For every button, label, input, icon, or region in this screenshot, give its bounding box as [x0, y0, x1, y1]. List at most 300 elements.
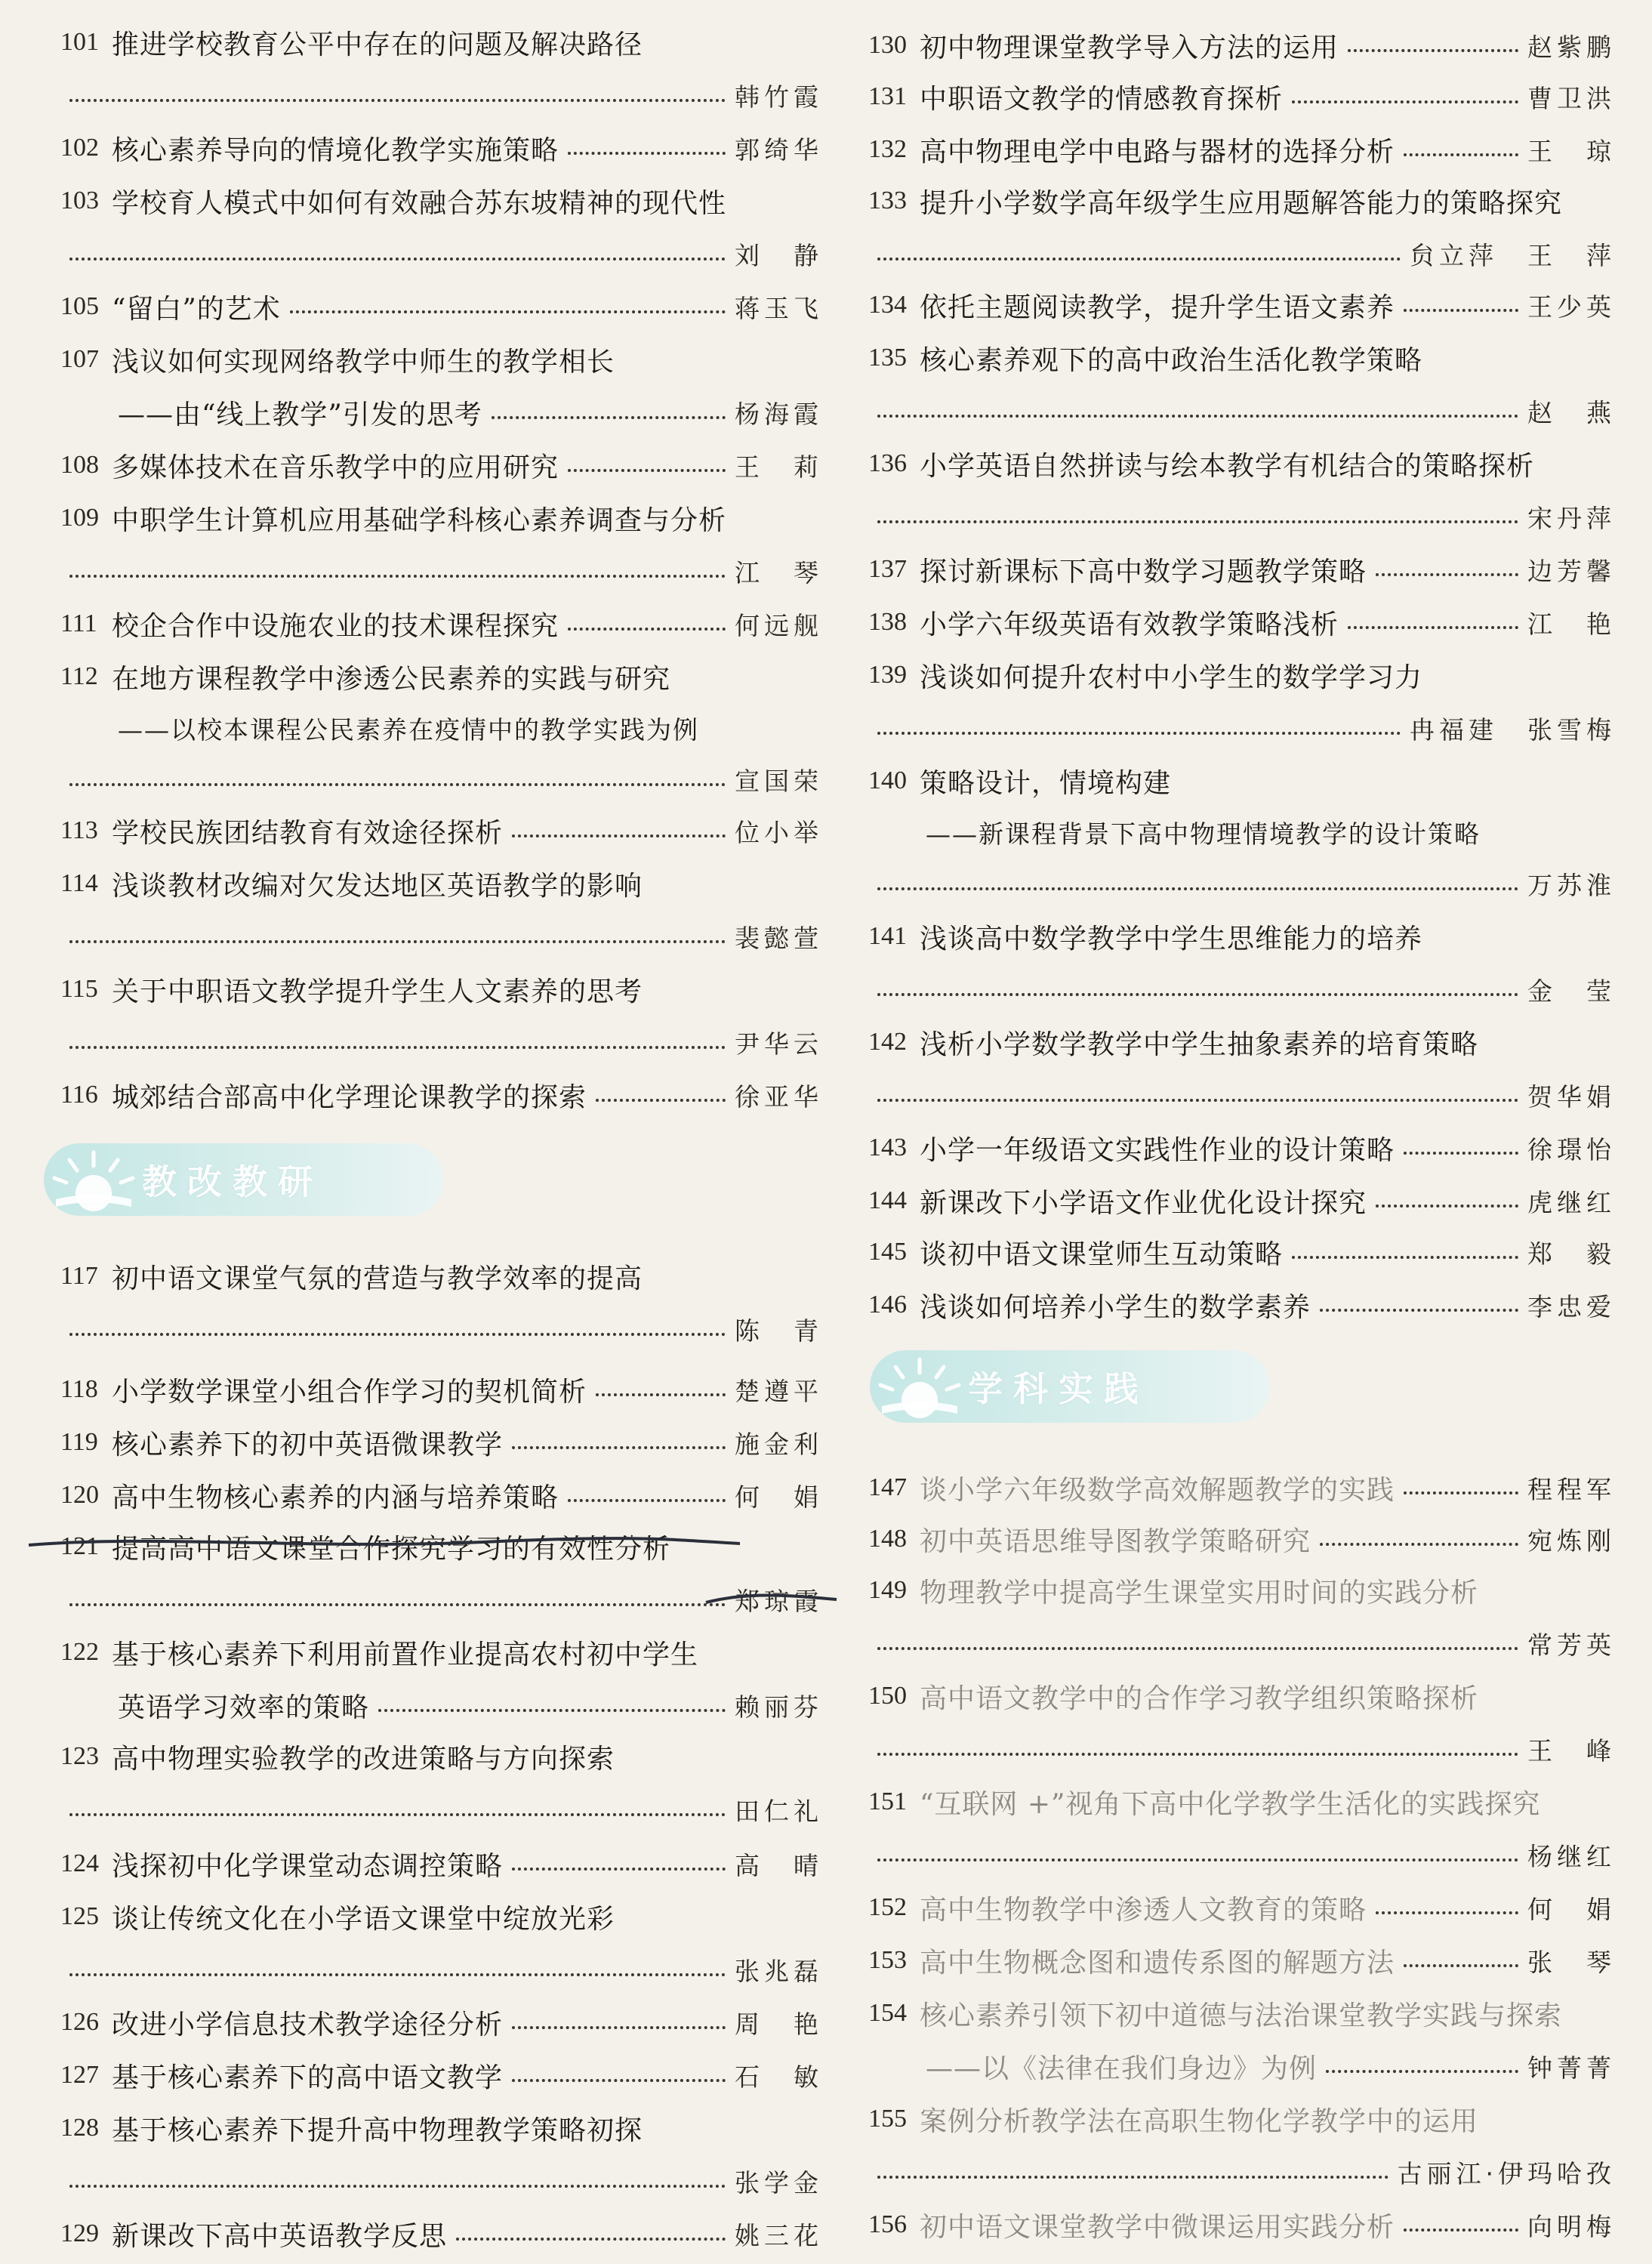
entry-author: 王少英	[1527, 291, 1616, 322]
toc-entry-author-line	[868, 1726, 1616, 1772]
toc-entry[interactable]	[60, 125, 823, 178]
entry-number: 133	[868, 187, 907, 214]
entry-number: 142	[868, 1028, 907, 1056]
toc-entry[interactable]	[868, 1673, 1616, 1779]
toc-entry[interactable]	[868, 547, 1616, 600]
entry-number: 107	[60, 345, 99, 373]
entry-title: 浅探初中化学课堂动态调控策略	[112, 1850, 504, 1882]
toc-entry[interactable]	[868, 2202, 1616, 2255]
toc-entry[interactable]	[868, 1178, 1616, 1231]
toc-entry-title-line	[868, 600, 1616, 645]
toc-entry[interactable]	[868, 1282, 1616, 1335]
entry-number: 152	[868, 1893, 907, 1921]
toc-entry-title-line	[60, 2105, 823, 2151]
entry-title: 高中生物核心素养的内涵与培养策略	[112, 1482, 559, 1513]
toc-entry[interactable]	[60, 284, 823, 337]
toc-entry-author-line	[60, 1787, 823, 1832]
entry-title: 小学六年级英语有效教学策略浅析	[920, 609, 1339, 640]
toc-entry-subtitle-line	[868, 810, 1616, 855]
entry-author: 宋丹萍	[1527, 503, 1616, 533]
toc-entry[interactable]	[60, 2211, 823, 2264]
entry-subtitle: ——以校本课程公民素养在疫情中的教学实践为例	[118, 714, 699, 745]
entry-title: 基于核心素养下利用前置作业提高农村初中学生	[112, 1639, 699, 1670]
entry-author: 钟菁菁	[1527, 2053, 1616, 2083]
entry-number: 154	[868, 1999, 907, 2027]
entry-subtitle: ——以《法律在我们身边》为例	[926, 2053, 1318, 2084]
entry-number: 118	[60, 1375, 98, 1403]
entry-title: 高中生物教学中渗透人文教育的策略	[920, 1894, 1367, 1926]
toc-entry-author-line	[868, 1832, 1616, 1877]
entry-author: 贺华娟	[1527, 1081, 1616, 1112]
entry-number: 122	[60, 1638, 99, 1666]
entry-number: 117	[60, 1262, 98, 1290]
toc-entry-title-line	[60, 808, 823, 853]
dot-leader	[877, 258, 1401, 261]
dot-leader	[1404, 2229, 1518, 2232]
entry-author: 何远舰	[735, 610, 823, 640]
entry-author: 边芳馨	[1527, 556, 1616, 586]
toc-entry-title-line	[868, 2096, 1616, 2142]
toc-entry-title-line	[868, 914, 1616, 959]
entry-author: 王 峰	[1527, 1735, 1616, 1766]
entry-title: 基于核心素养下提升高中物理教学策略初探	[112, 2114, 643, 2146]
dot-leader	[877, 415, 1518, 418]
entry-author: 韩竹霞	[735, 82, 823, 112]
toc-entry[interactable]	[868, 335, 1616, 441]
entry-title: 初中物理课堂教学导入方法的运用	[920, 32, 1339, 63]
toc-entry-title-line	[60, 1524, 823, 1569]
toc-entry-title-line	[60, 337, 823, 382]
toc-entry-title-line	[868, 1516, 1616, 1562]
sunrise-icon	[44, 1143, 142, 1216]
dot-leader	[877, 1858, 1518, 1861]
dot-leader	[1326, 2070, 1518, 2073]
entry-title: 浅谈高中数学教学中学生思维能力的培养	[920, 923, 1423, 955]
entry-title: 核心素养观下的高中政治生活化教学策略	[920, 344, 1423, 376]
toc-entry[interactable]	[868, 23, 1616, 76]
toc-entry[interactable]	[60, 654, 823, 813]
entry-number: 156	[868, 2210, 907, 2238]
toc-entry[interactable]	[868, 127, 1616, 180]
toc-entry[interactable]	[868, 1779, 1616, 1885]
toc-entry-author-line	[868, 494, 1616, 539]
toc-entry[interactable]	[60, 2105, 823, 2211]
entry-author: 郑琼霞	[735, 1586, 823, 1616]
entry-author: 王 琼	[1527, 136, 1616, 166]
toc-entry-title-line	[60, 967, 823, 1012]
toc-entry[interactable]	[868, 914, 1616, 1019]
entry-title: 探讨新课标下高中数学习题教学策略	[920, 556, 1367, 588]
entry-number: 102	[60, 134, 99, 162]
entry-subtitle: ——新课程背景下高中物理情境教学的设计策略	[926, 819, 1481, 849]
entry-author: 陈 青	[735, 1316, 823, 1346]
dot-leader	[69, 783, 726, 786]
entry-number: 139	[868, 661, 907, 689]
toc-entry-title-line	[868, 1465, 1616, 1510]
dot-leader	[1292, 1256, 1518, 1259]
entry-number: 127	[60, 2061, 99, 2089]
toc-entry[interactable]	[60, 1841, 823, 1894]
entry-author: 曹卫洪	[1527, 83, 1616, 113]
entry-title: 提高高中语文课堂合作探究学习的有效性分析	[112, 1533, 671, 1565]
toc-entry-title-line	[60, 654, 823, 699]
toc-entry[interactable]	[60, 1630, 823, 1735]
entry-author: 蒋玉飞	[735, 293, 823, 323]
dot-leader	[69, 1046, 726, 1049]
entry-number: 121	[60, 1532, 99, 1560]
entry-author: 宣国荣	[735, 766, 823, 796]
entry-author: 杨海霞	[735, 399, 823, 429]
toc-entry-title-line	[60, 178, 823, 224]
toc-entry-author-line	[60, 390, 823, 435]
entry-number: 105	[60, 292, 99, 320]
entry-author: 王 莉	[735, 452, 823, 482]
sunrise-icon	[870, 1350, 968, 1423]
toc-entry[interactable]	[60, 495, 823, 601]
entry-title: 物理教学中提高学生课堂实用时间的实践分析	[920, 1577, 1479, 1609]
toc-entry[interactable]	[868, 1938, 1616, 1991]
entry-title: 城郊结合部高中化学理论课教学的探索	[112, 1081, 587, 1113]
entry-author: 赵 燕	[1527, 397, 1616, 427]
dot-leader	[1404, 309, 1518, 312]
dot-leader	[1404, 1491, 1518, 1494]
entry-number: 143	[868, 1134, 907, 1161]
toc-entry-author-line	[60, 548, 823, 594]
toc-entry-title-line	[60, 1630, 823, 1675]
toc-entry-title-line	[868, 652, 1616, 698]
entry-author: 何 娟	[1527, 1894, 1616, 1924]
entry-author: 贠立萍 王 萍	[1410, 240, 1616, 270]
entry-title: 初中语文课堂气氛的营造与教学效率的提高	[112, 1263, 643, 1294]
entry-author: 施金利	[735, 1429, 823, 1459]
dot-leader	[1348, 49, 1518, 52]
entry-author: 古丽江·伊玛哈孜	[1397, 2158, 1616, 2188]
entry-title: 学校育人模式中如何有效融合苏东坡精神的现代性	[112, 187, 727, 219]
dot-leader	[69, 575, 726, 578]
toc-entry[interactable]	[868, 1885, 1616, 1938]
dot-leader	[69, 1813, 726, 1816]
entry-number: 114	[60, 869, 98, 897]
toc-entry[interactable]	[868, 1991, 1616, 2096]
dot-leader	[69, 2185, 726, 2188]
toc-entry-title-line	[868, 178, 1616, 224]
entry-author: 向明梅	[1527, 2211, 1616, 2241]
entry-author: 何 娟	[735, 1482, 823, 1512]
toc-entry[interactable]	[868, 74, 1616, 127]
entry-title: “留白”的艺术	[112, 293, 281, 325]
toc-entry-title-line	[60, 495, 823, 541]
entry-number: 145	[868, 1238, 907, 1266]
entry-author: 徐亚华	[735, 1081, 823, 1112]
toc-entry-title-line	[868, 1178, 1616, 1223]
toc-entry[interactable]	[60, 1473, 823, 1525]
entry-title: 新课改下小学语文作业优化设计探究	[920, 1187, 1367, 1219]
toc-entry[interactable]	[868, 1019, 1616, 1125]
entry-title: 关于中职语文教学提升学生人文素养的思考	[112, 976, 643, 1007]
entry-number: 151	[868, 1787, 907, 1815]
entry-number: 131	[868, 82, 907, 110]
toc-entry[interactable]	[868, 178, 1616, 284]
toc-entry[interactable]	[868, 1125, 1616, 1178]
toc-entry-author-line	[60, 1306, 823, 1352]
entry-number: 146	[868, 1291, 907, 1319]
entry-number: 135	[868, 344, 907, 372]
toc-entry-author-line	[868, 231, 1616, 276]
entry-author: 冉福建 张雪梅	[1410, 714, 1616, 745]
entry-author: 姚三花	[735, 2220, 823, 2250]
entry-author: 常芳英	[1527, 1630, 1616, 1660]
toc-entry-author-line	[60, 231, 823, 276]
entry-author: 张学金	[735, 2167, 823, 2198]
toc-entry[interactable]	[60, 2053, 823, 2105]
entry-title: 浅析小学数学教学中学生抽象素养的培育策略	[920, 1029, 1479, 1060]
toc-entry-title-line	[868, 74, 1616, 119]
dot-leader	[877, 993, 1518, 996]
entry-title: 谈初中语文课堂师生互动策略	[920, 1238, 1284, 1270]
entry-title: 高中物理实验教学的改进策略与方向探索	[112, 1743, 615, 1775]
toc-entry[interactable]	[60, 178, 823, 284]
toc-entry[interactable]	[868, 2096, 1616, 2202]
entry-author: 郑 毅	[1527, 1238, 1616, 1269]
toc-entry-author-line	[60, 914, 823, 959]
entry-number: 137	[868, 555, 907, 583]
entry-number: 126	[60, 2008, 99, 2036]
entry-number: 147	[868, 1473, 907, 1501]
toc-entry[interactable]	[60, 337, 823, 443]
entry-title: 浅谈如何提升农村中小学生的数学学习力	[920, 662, 1423, 693]
dot-leader	[1404, 153, 1518, 156]
dot-leader	[877, 1753, 1518, 1756]
entry-number: 108	[60, 451, 99, 479]
dot-leader	[492, 416, 726, 419]
dot-leader	[568, 469, 726, 472]
toc-entry-title-line	[868, 1282, 1616, 1328]
entry-title: 小学一年级语文实践性作业的设计策略	[920, 1134, 1395, 1166]
dot-leader	[290, 310, 726, 313]
toc-entry-title-line	[868, 23, 1616, 68]
toc-entry-author-line	[60, 1683, 823, 1728]
entry-author: 张兆磊	[735, 1956, 823, 1986]
toc-entry[interactable]	[60, 1734, 823, 1840]
entry-title: 浅议如何实现网络教学中师生的教学相长	[112, 346, 615, 378]
entry-author: 江 艳	[1527, 609, 1616, 639]
toc-entry[interactable]	[60, 1072, 823, 1125]
entry-author: 杨继红	[1527, 1841, 1616, 1871]
dot-leader	[877, 1647, 1518, 1650]
entry-title: 多媒体技术在音乐教学中的应用研究	[112, 452, 559, 483]
dot-leader	[69, 99, 726, 102]
dot-leader	[512, 2026, 726, 2029]
toc-entry-title-line	[868, 282, 1616, 328]
toc-entry-title-line	[60, 2211, 823, 2256]
entry-title: “互联网 +”视角下高中化学教学生活化的实践探究	[920, 1788, 1541, 1820]
toc-entry-author-line	[868, 388, 1616, 433]
dot-leader	[1292, 100, 1518, 103]
toc-entry[interactable]	[60, 443, 823, 495]
toc-entry-title-line	[60, 284, 823, 329]
toc-entry-author-line	[60, 757, 823, 802]
toc-entry-author-line	[868, 1072, 1616, 1118]
entry-title: 中职学生计算机应用基础学科核心素养调查与分析	[112, 504, 727, 536]
toc-entry[interactable]	[60, 1894, 823, 2000]
dot-leader	[877, 520, 1518, 523]
toc-entry-author-line	[60, 72, 823, 118]
entry-title: 核心素养引领下初中道德与法治课堂教学实践与探索	[920, 2000, 1563, 2031]
entry-title: 学校民族团结教育有效途径探析	[112, 817, 504, 849]
entry-author: 郭绮华	[735, 134, 823, 165]
dot-leader	[877, 1099, 1518, 1102]
toc-entry-title-line	[868, 1568, 1616, 1613]
entry-title: 高中语文教学中的合作学习教学组织策略探析	[920, 1683, 1479, 1714]
toc-entry-title-line	[60, 1254, 823, 1299]
dot-leader	[596, 1099, 726, 1102]
entry-author: 高 晴	[735, 1850, 823, 1880]
dot-leader	[568, 152, 726, 155]
dot-leader	[1348, 626, 1518, 629]
toc-entry-author-line	[60, 2158, 823, 2204]
dot-leader	[877, 2176, 1388, 2179]
toc-entry-title-line	[60, 1072, 823, 1118]
toc-entry[interactable]	[868, 1568, 1616, 1673]
entry-author: 楚遵平	[735, 1376, 823, 1406]
toc-entry[interactable]	[60, 20, 823, 125]
toc-entry[interactable]	[868, 1229, 1616, 1282]
toc-entry[interactable]	[60, 808, 823, 861]
dot-leader	[1320, 1543, 1518, 1546]
section-title: 学科实践	[968, 1368, 1149, 1409]
entry-title: 提升小学数学高年级学生应用题解答能力的策略探究	[920, 187, 1563, 219]
entry-number: 136	[868, 449, 907, 477]
toc-entry-title-line	[60, 861, 823, 906]
dot-leader	[69, 1333, 726, 1336]
entry-number: 101	[60, 28, 99, 56]
dot-leader	[568, 628, 726, 631]
toc-entry-title-line	[60, 1894, 823, 1939]
toc-entry[interactable]	[868, 758, 1616, 917]
entry-author: 程程军	[1527, 1474, 1616, 1504]
toc-entry[interactable]	[868, 1516, 1616, 1569]
entry-author: 刘 静	[735, 240, 823, 270]
dot-leader	[69, 1603, 726, 1606]
entry-author: 江 琴	[735, 557, 823, 588]
section-banner-xueke	[870, 1350, 1270, 1423]
toc-entry-title-line	[868, 335, 1616, 381]
toc-entry[interactable]	[60, 1254, 823, 1359]
toc-entry[interactable]	[60, 1524, 823, 1630]
entry-title: 浅谈教材改编对欠发达地区英语教学的影响	[112, 870, 643, 902]
toc-entry-title-line	[60, 125, 823, 171]
entry-author: 赵紫鹏	[1527, 32, 1616, 62]
toc-entry-author-line	[868, 967, 1616, 1012]
toc-entry-title-line	[868, 1229, 1616, 1275]
dot-leader	[512, 1446, 726, 1449]
toc-entry[interactable]	[868, 652, 1616, 758]
entry-author: 徐璟怡	[1527, 1134, 1616, 1164]
toc-entry-title-line	[60, 2000, 823, 2045]
entry-title: 小学数学课堂小组合作学习的契机简析	[112, 1376, 587, 1408]
toc-entry-title-line	[60, 1420, 823, 1465]
entry-title: 初中语文课堂教学中微课运用实践分析	[920, 2211, 1395, 2243]
entry-title: 依托主题阅读教学，提升学生语文素养	[920, 291, 1395, 323]
toc-entry-author-line	[868, 2043, 1616, 2089]
toc-entry-title-line	[60, 601, 823, 646]
entry-title: 改进小学信息技术教学途径分析	[112, 2009, 504, 2040]
entry-author: 金 莹	[1527, 976, 1616, 1006]
toc-entry[interactable]	[60, 1420, 823, 1473]
toc-entry-title-line	[60, 2053, 823, 2098]
toc-entry-title-line	[60, 1734, 823, 1779]
dot-leader	[1320, 1309, 1518, 1312]
entry-title: 基于核心素养下的高中语文教学	[112, 2062, 504, 2093]
entry-title-continued: 英语学习效率的策略	[118, 1692, 370, 1723]
toc-entry-author-line	[868, 861, 1616, 906]
toc-entry-title-line	[868, 1779, 1616, 1824]
entry-number: 115	[60, 975, 98, 1003]
entry-title: 谈小学六年级数学高效解题教学的实践	[920, 1474, 1395, 1506]
entry-number: 153	[868, 1946, 907, 1974]
entry-author: 张 琴	[1527, 1947, 1616, 1977]
entry-title: 高中物理电学中电路与器材的选择分析	[920, 136, 1395, 168]
dot-leader	[512, 834, 726, 837]
entry-number: 150	[868, 1682, 907, 1710]
toc-entry-title-line	[868, 1125, 1616, 1171]
dot-leader	[877, 732, 1401, 735]
toc-entry[interactable]	[60, 601, 823, 654]
section-title: 教改教研	[142, 1161, 323, 1202]
entry-number: 155	[868, 2105, 907, 2133]
toc-entry[interactable]	[60, 861, 823, 967]
dot-leader	[512, 2079, 726, 2082]
entry-number: 124	[60, 1849, 99, 1877]
entry-number: 112	[60, 662, 98, 690]
toc-entry-author-line	[60, 1019, 823, 1065]
toc-entry[interactable]	[60, 967, 823, 1072]
toc-entry-title-line	[868, 1673, 1616, 1719]
entry-number: 141	[868, 922, 907, 950]
entry-title: 小学英语自然拼读与绘本教学有机结合的策略探析	[920, 450, 1535, 482]
dot-leader	[1404, 1964, 1518, 1967]
entry-author: 李忠爱	[1527, 1291, 1616, 1322]
entry-author: 位小举	[735, 817, 823, 847]
entry-number: 132	[868, 135, 907, 163]
entry-number: 138	[868, 608, 907, 636]
toc-entry[interactable]	[868, 1465, 1616, 1518]
toc-entry-subtitle-line	[60, 705, 823, 751]
toc-entry-title-line	[868, 1885, 1616, 1930]
toc-entry-title-line	[868, 2202, 1616, 2247]
entry-author: 裴懿萱	[735, 923, 823, 953]
entry-author: 万苏淮	[1527, 870, 1616, 900]
toc-entry-author-line	[60, 1947, 823, 1992]
toc-entry[interactable]	[60, 1367, 823, 1420]
dot-leader	[69, 940, 726, 943]
toc-entry[interactable]	[868, 282, 1616, 335]
entry-title: 推进学校教育公平中存在的问题及解决路径	[112, 29, 643, 60]
entry-title: 高中生物概念图和遗传系图的解题方法	[920, 1947, 1395, 1979]
entry-title: 中职语文教学的情感教育探析	[920, 83, 1284, 115]
toc-entry[interactable]	[868, 441, 1616, 547]
entry-number: 144	[868, 1186, 907, 1214]
entry-number: 119	[60, 1428, 98, 1456]
entry-title: 案例分析教学法在高职生物化学教学中的运用	[920, 2105, 1479, 2137]
entry-title: 核心素养下的初中英语微课教学	[112, 1429, 504, 1460]
toc-entry[interactable]	[60, 2000, 823, 2053]
entry-title: 新课改下高中英语教学反思	[112, 2220, 448, 2252]
toc-entry[interactable]	[868, 600, 1616, 652]
toc-entry-title-line	[60, 1473, 823, 1518]
toc-entry-title-line	[60, 20, 823, 65]
entry-title: 浅谈如何培养小学生的数学素养	[920, 1291, 1311, 1323]
